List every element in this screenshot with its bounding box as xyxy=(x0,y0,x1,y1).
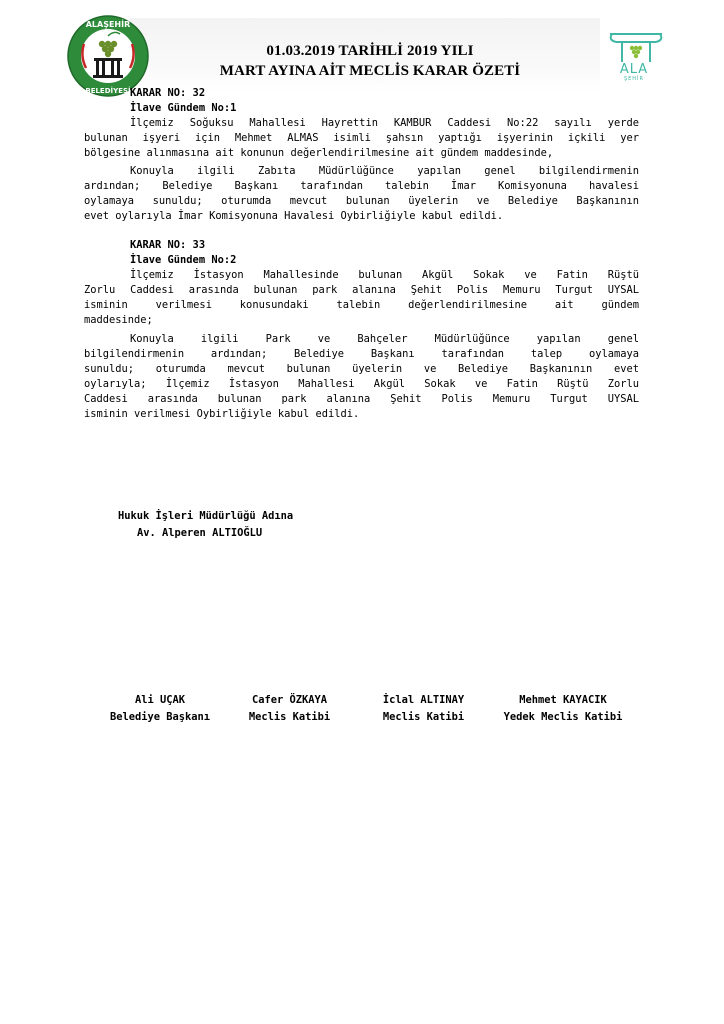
paragraph-line: Konuyla ilgili Park ve Bahçeler Müdürlüğünce yapılan genel xyxy=(130,333,639,345)
paragraph-line: ardından; Belediye Başkanı tarafından talebin İmar Komisyonuna havalesi xyxy=(84,180,639,192)
signatory-role: Meclis Katibi xyxy=(248,711,331,723)
signatory-name: Cafer ÖZKAYA xyxy=(251,694,328,706)
decision-number: KARAR NO: 33 xyxy=(130,239,206,251)
signatory-role: Yedek Meclis Katibi xyxy=(503,711,623,723)
document-title-line2: MART AYINA AİT MECLİS KARAR ÖZETİ xyxy=(219,63,521,79)
decision-agenda: İlave Gündem No:2 xyxy=(130,254,237,266)
decision-number: KARAR NO: 32 xyxy=(130,87,206,99)
paragraph-line: bölgesine alınmasına ait konunun değerlendirilmesine ait gündem maddesinde, xyxy=(84,147,554,159)
decision-agenda: İlave Gündem No:1 xyxy=(130,102,237,114)
legal-office-label: Hukuk İşleri Müdürlüğü Adına xyxy=(118,510,294,522)
paragraph-line: evet oylarıyla İmar Komisyonuna Havalesi Oybirliğiyle kabul edildi. xyxy=(84,210,504,222)
paragraph-line: İlçemiz Soğuksu Mahallesi Hayrettin KAMBUR Caddesi No:22 sayılı yerde xyxy=(130,117,639,129)
signatory-role: Meclis Katibi xyxy=(382,711,465,723)
paragraph-line: Konuyla ilgili Zabıta Müdürlüğünce yapılan genel bilgilendirmenin xyxy=(130,165,639,177)
paragraph-line: oylamaya sunuldu; oturumda mevcut bulunan üyelerin ve Belediye Başkanının xyxy=(84,195,639,207)
paragraph-line: oylarıyla; İlçemiz İstasyon Mahallesi Akgül Sokak ve Fatin Rüştü Zorlu xyxy=(84,378,639,390)
ala-sehir-brand-logo-icon xyxy=(606,28,676,90)
legal-signer-name: Av. Alperen ALTIOĞLU xyxy=(137,527,263,539)
paragraph-line: maddesinde; xyxy=(84,314,153,326)
signatory-name: Ali UÇAK xyxy=(134,694,186,706)
svg-text:BELEDİYESİ: BELEDİYESİ xyxy=(85,87,131,95)
paragraph-line: bilgilendirmenin ardından; Belediye Başkanı tarafından talep oylamaya xyxy=(84,348,639,360)
paragraph-line: isminin verilmesi konusundaki talebin değerlendirilmesine ait gündem xyxy=(84,299,639,311)
paragraph-line: bulunan işyeri için Mehmet ALMAS isimli şahsın yaptığı işyerinin içkili yer xyxy=(84,132,639,144)
paragraph-line: sunuldu; oturumda mevcut bulunan üyelerin ve Belediye Başkanının evet xyxy=(84,363,639,375)
signatory-role: Belediye Başkanı xyxy=(109,711,211,723)
paragraph-line: Caddesi arasında bulunan park alanına Şehit Polis Memuru Turgut UYSAL xyxy=(84,393,639,405)
document-title-line1: 01.03.2019 TARİHLİ 2019 YILI xyxy=(266,43,474,59)
ala-wordmark: ALA xyxy=(619,62,649,77)
signatory-name: Mehmet KAYACIK xyxy=(519,694,607,706)
paragraph-line: Zorlu Caddesi arasında bulunan park alanına Şehit Polis Memuru Turgut UYSAL xyxy=(84,284,639,296)
paragraph-line: isminin verilmesi Oybirliğiyle kabul edildi. xyxy=(84,408,360,420)
signatory-name: İclal ALTINAY xyxy=(382,694,465,706)
svg-text:ALAŞEHİR: ALAŞEHİR xyxy=(85,20,131,29)
sehir-wordmark: ŞEHİR xyxy=(623,76,645,82)
paragraph-line: İlçemiz İstasyon Mahallesinde bulunan Akgül Sokak ve Fatin Rüştü xyxy=(130,269,639,281)
